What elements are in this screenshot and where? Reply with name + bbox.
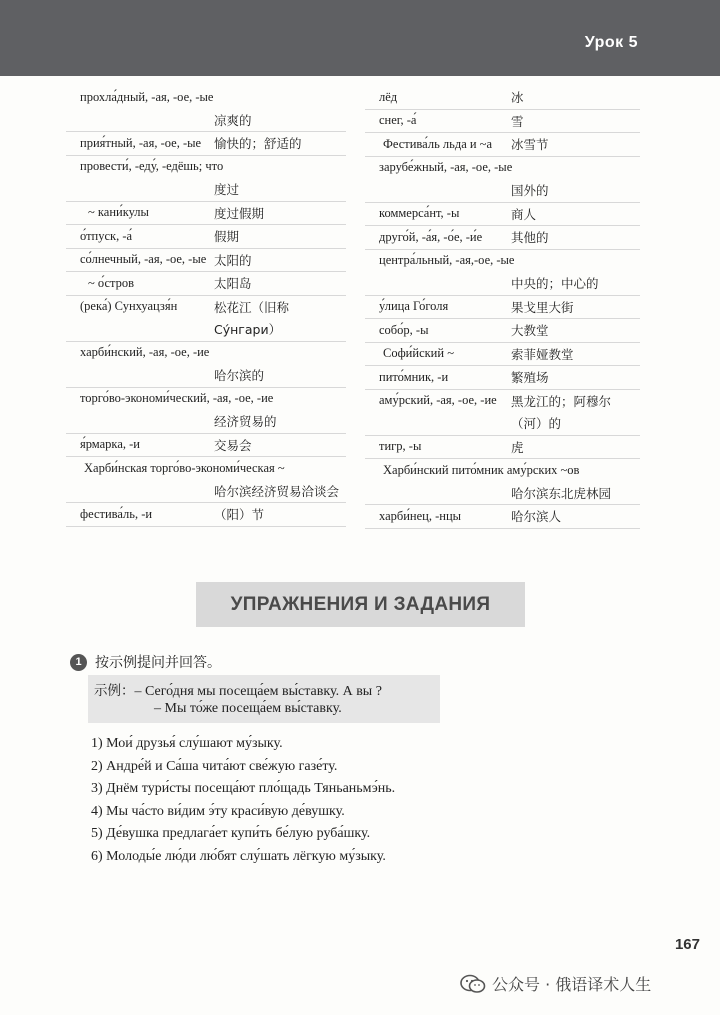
vocab-chinese: 其他的 xyxy=(511,230,549,246)
exercise-item: 2) Андре́й и Са́ша чита́ют све́жую газе́ту. xyxy=(91,758,338,774)
vocab-russian: снег, -а́ xyxy=(379,113,417,128)
vocab-russian: торго́во-экономи́ческий, -ая, -ое, -ие xyxy=(80,391,274,406)
vocab-entry xyxy=(66,86,346,132)
vocab-russian: фестива́ль, -и xyxy=(80,506,153,521)
vocab-russian: я́рмарка, -и xyxy=(80,437,140,452)
exercise-item: 3) Днём тури́сты посеща́ют пло́щадь Тяньаньмэ́нь. xyxy=(91,781,396,796)
vocab-russian: собо́р, -ы xyxy=(379,322,429,337)
vocab-russian: ~ о́стров xyxy=(88,275,135,290)
exercise-item: 5) Де́вушка предлага́ет купи́ть бе́лую руба́шку. xyxy=(91,826,371,841)
watermark xyxy=(460,972,651,995)
vocab-entry xyxy=(365,459,640,505)
exercise-item: 4) Мы ча́сто ви́дим э́ту краси́вую де́вушку. xyxy=(91,803,345,819)
vocab-chinese: （阳）节 xyxy=(214,507,265,523)
vocab-entry xyxy=(365,133,640,157)
vocab-russian: ~ кани́кулы xyxy=(88,205,149,220)
vocab-chinese: 愉快的；舒适的 xyxy=(214,136,302,152)
vocab-entry xyxy=(66,225,346,249)
vocab-russian: Харби́нская торго́во-экономи́ческая ~ xyxy=(84,460,285,475)
exercise-list xyxy=(91,733,395,868)
vocab-entry xyxy=(66,457,346,503)
vocab-entry xyxy=(66,132,346,156)
vocabulary-column-right xyxy=(365,86,640,529)
vocab-russian: лёд xyxy=(379,89,398,104)
vocab-russian: пито́мник, -и xyxy=(379,369,449,384)
exercise-item: 6) Молоды́е лю́ди лю́бят слу́шать лёгкую му́зыку. xyxy=(91,848,386,864)
vocab-chinese: 度过 xyxy=(214,182,240,198)
vocab-chinese: 哈尔滨的 xyxy=(214,368,265,384)
vocab-entry xyxy=(365,436,640,460)
vocab-entry xyxy=(66,503,346,527)
vocab-entry xyxy=(66,296,346,342)
vocab-chinese: 雪 xyxy=(511,113,524,129)
vocab-entry xyxy=(66,202,346,226)
vocab-entry xyxy=(66,272,346,296)
vocab-entry xyxy=(365,343,640,367)
vocab-russian: (река́) Сунхуацзя́н xyxy=(80,299,178,314)
vocab-entry xyxy=(365,226,640,250)
vocab-chinese: 冰 xyxy=(511,90,524,106)
vocab-entry xyxy=(66,249,346,273)
vocab-chinese: Су́нгари） xyxy=(214,322,282,338)
vocab-russian: прохла́дный, -ая, -ое, -ые xyxy=(80,89,214,104)
vocab-chinese: 度过假期 xyxy=(214,205,265,221)
lesson-header-bar xyxy=(0,0,720,76)
vocab-chinese: 哈尔滨东北虎林园 xyxy=(511,485,612,501)
task-instruction: 按示例提问并回答。 xyxy=(95,655,221,671)
example-line-1 xyxy=(94,679,382,700)
vocab-entry xyxy=(365,296,640,320)
vocab-russian: Фестива́ль льда и ~а xyxy=(383,136,492,151)
lesson-label: Урок 5 xyxy=(584,34,638,51)
task-number-badge: 1 xyxy=(70,654,87,671)
vocab-russian: о́тпуск, -а́ xyxy=(80,228,133,243)
vocab-russian: центра́льный, -ая,-ое, -ые xyxy=(379,253,515,268)
vocab-chinese: 哈尔滨经济贸易洽谈会 xyxy=(214,483,340,499)
vocab-entry xyxy=(365,505,640,529)
page-number: 167 xyxy=(674,936,700,953)
example-box xyxy=(88,675,440,723)
vocab-chinese: 中央的；中心的 xyxy=(511,276,599,292)
vocab-chinese: 冰雪节 xyxy=(511,137,549,153)
vocab-entry xyxy=(365,250,640,296)
vocab-entry xyxy=(66,388,346,434)
vocab-chinese: 太阳岛 xyxy=(214,276,252,292)
vocab-chinese: 商人 xyxy=(511,206,537,222)
exercise-item: 1) Мои́ друзья́ слу́шают му́зыку. xyxy=(91,736,283,751)
vocab-russian: со́лнечный, -ая, -ое, -ые xyxy=(80,252,207,267)
vocab-entry xyxy=(66,434,346,458)
vocab-russian: Софи́йский ~ xyxy=(383,346,454,361)
vocabulary-column-left xyxy=(66,86,346,527)
vocab-chinese: 大教堂 xyxy=(511,323,549,339)
watermark-text: 公众号 · 俄语译术人生 xyxy=(492,975,652,994)
vocab-russian: аму́рский, -ая, -ое, -ие xyxy=(379,393,497,408)
vocab-entry xyxy=(365,110,640,134)
vocab-chinese: 经济贸易的 xyxy=(214,414,277,430)
vocab-russian: тигр, -ы xyxy=(379,439,422,454)
vocab-russian: харби́нец, -нцы xyxy=(379,508,462,523)
vocab-chinese: 太阳的 xyxy=(214,252,252,268)
vocab-russian: Харби́нский пито́мник аму́рских ~ов xyxy=(383,462,580,477)
vocab-chinese: 索菲娅教堂 xyxy=(511,346,574,362)
section-title: УПРАЖНЕНИЯ И ЗАДАНИЯ xyxy=(196,582,525,627)
vocab-chinese: 交易会 xyxy=(214,437,252,453)
vocab-chinese: 松花江（旧称 xyxy=(214,299,290,315)
vocab-chinese: 黑龙江的；阿穆尔 xyxy=(511,393,612,409)
vocab-chinese: 凉爽的 xyxy=(214,112,252,128)
vocab-entry xyxy=(365,319,640,343)
vocab-russian: коммерса́нт, -ы xyxy=(379,206,460,221)
example-question: – Сего́дня мы посеща́ем вы́ставку. А вы ? xyxy=(134,684,382,699)
vocab-chinese: 假期 xyxy=(214,229,240,245)
vocab-chinese: 果戈里大街 xyxy=(511,299,574,315)
vocab-entry xyxy=(365,203,640,227)
vocab-russian: друго́й, -а́я, -о́е, -и́е xyxy=(379,229,483,244)
vocab-entry xyxy=(365,366,640,390)
vocab-chinese: （河）的 xyxy=(511,416,562,432)
vocab-russian: провести́, -еду́, -едёшь; что xyxy=(80,159,224,174)
vocab-entry xyxy=(365,86,640,110)
task-heading xyxy=(70,652,221,672)
example-label: 示例： xyxy=(94,683,135,699)
vocab-russian: у́лица Го́голя xyxy=(379,299,449,314)
example-answer: – Мы то́же посеща́ем вы́ставку. xyxy=(154,701,342,716)
vocab-chinese: 虎 xyxy=(511,439,524,455)
vocab-chinese: 哈尔滨人 xyxy=(511,509,562,525)
vocab-chinese: 繁殖场 xyxy=(511,370,549,386)
vocab-russian: зарубе́жный, -ая, -ое, -ые xyxy=(379,160,513,175)
vocab-entry xyxy=(66,156,346,202)
vocab-russian: прия́тный, -ая, -ое, -ые xyxy=(80,135,202,150)
vocab-chinese: 国外的 xyxy=(511,183,549,199)
wechat-icon xyxy=(460,974,486,994)
vocab-entry xyxy=(66,342,346,388)
vocab-russian: харби́нский, -ая, -ое, -ие xyxy=(80,345,210,360)
vocab-entry xyxy=(365,157,640,203)
vocab-entry xyxy=(365,390,640,436)
